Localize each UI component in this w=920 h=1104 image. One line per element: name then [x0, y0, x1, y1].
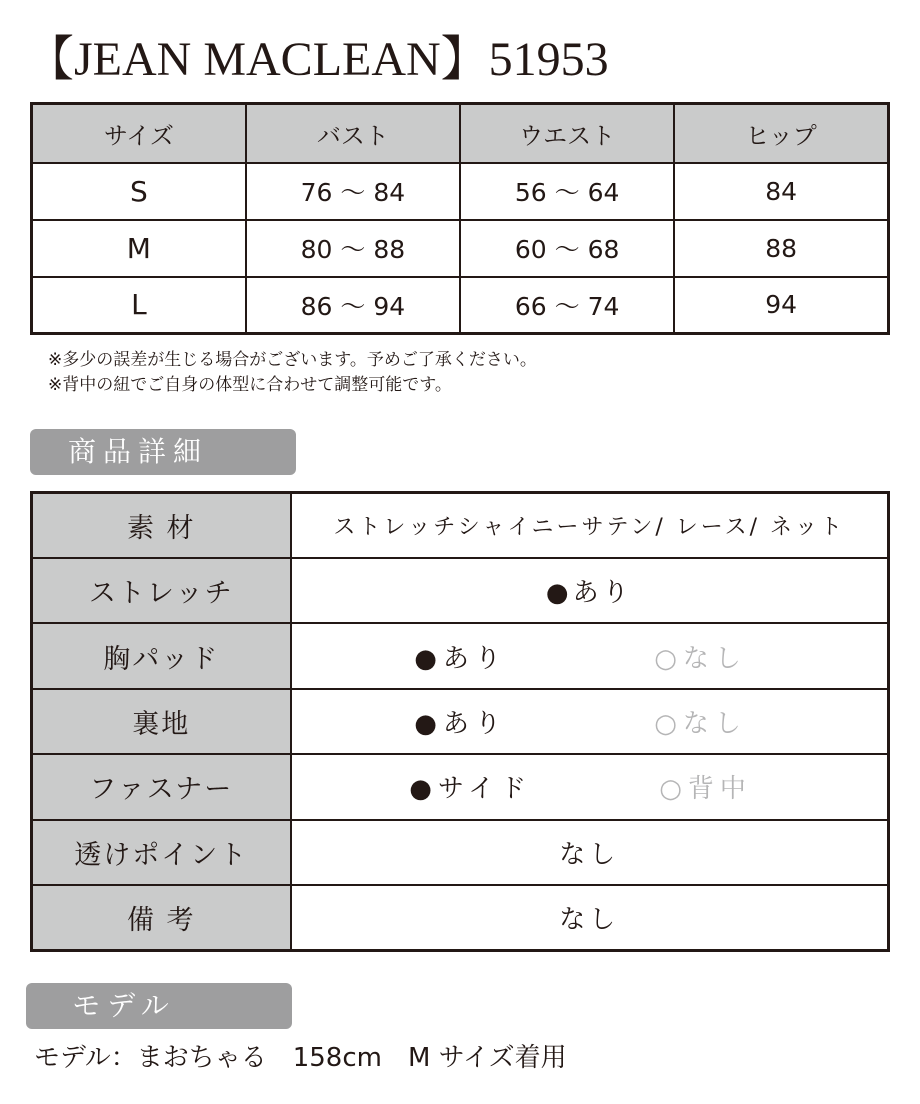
table-row: [32, 277, 889, 334]
remarks-value: なし: [291, 885, 889, 950]
bust-pad-options: [291, 623, 889, 688]
size-table: [30, 102, 890, 335]
section-label-model: モデル: [26, 983, 292, 1029]
table-row: [32, 885, 889, 950]
lining-label: 裏地: [32, 689, 291, 754]
fastener-label: ファスナー: [32, 754, 291, 819]
table-row: [32, 820, 889, 885]
material-label: 素 材: [32, 493, 291, 558]
fastener-selected-option: ●サイド: [409, 774, 533, 805]
table-row: [32, 754, 889, 819]
fastener-unselected-option: ○背中: [659, 774, 752, 805]
table-row: [32, 220, 889, 277]
note-line: ※背中の紐でご自身の体型に合わせて調整可能です。: [48, 375, 452, 395]
bust-cell: 76 ～ 84: [246, 163, 460, 220]
table-row: [32, 493, 889, 558]
material-value: ストレッチシャイニーサテン/ レース/ ネット: [291, 493, 889, 558]
bust-pad-label: 胸パッド: [32, 623, 291, 688]
header-bust: バスト: [246, 104, 460, 163]
stretch-label: ストレッチ: [32, 558, 291, 623]
hip-cell: 94: [674, 277, 888, 334]
remarks-label: 備 考: [32, 885, 291, 950]
header-waist: ウエスト: [460, 104, 674, 163]
table-row: [32, 689, 889, 754]
lining-options: [291, 689, 889, 754]
lining-selected-option: ●あり: [414, 708, 507, 739]
bust-cell: 86 ～ 94: [246, 277, 460, 334]
bust-pad-unselected-option: ○なし: [654, 643, 747, 674]
size-cell: S: [32, 163, 246, 220]
waist-cell: 66 ～ 74: [460, 277, 674, 334]
lining-unselected-option: ○なし: [654, 708, 747, 739]
table-row: [32, 163, 889, 220]
see-through-label: 透けポイント: [32, 820, 291, 885]
header-size: サイズ: [32, 104, 246, 163]
waist-cell: 60 ～ 68: [460, 220, 674, 277]
size-cell: L: [32, 277, 246, 334]
waist-cell: 56 ～ 64: [460, 163, 674, 220]
section-label-details: 商品詳細: [30, 429, 296, 475]
see-through-value: なし: [291, 820, 889, 885]
note-line: ※多少の誤差が生じる場合がございます。予めご了承ください。: [48, 350, 537, 370]
fastener-options: [291, 754, 889, 819]
stretch-value: ●あり: [291, 558, 889, 623]
table-row: [32, 623, 889, 688]
size-table-header-row: [32, 104, 889, 163]
detail-table: [30, 491, 890, 952]
bust-pad-selected-option: ●あり: [414, 643, 507, 674]
model-info: モデル：まおちゃる 158cm M サイズ着用: [34, 1043, 567, 1073]
table-row: [32, 558, 889, 623]
hip-cell: 88: [674, 220, 888, 277]
size-cell: M: [32, 220, 246, 277]
size-notes: [48, 348, 537, 398]
bust-cell: 80 ～ 88: [246, 220, 460, 277]
header-hip: ヒップ: [674, 104, 888, 163]
page-title: 【JEAN MACLEAN】51953: [26, 33, 609, 86]
hip-cell: 84: [674, 163, 888, 220]
